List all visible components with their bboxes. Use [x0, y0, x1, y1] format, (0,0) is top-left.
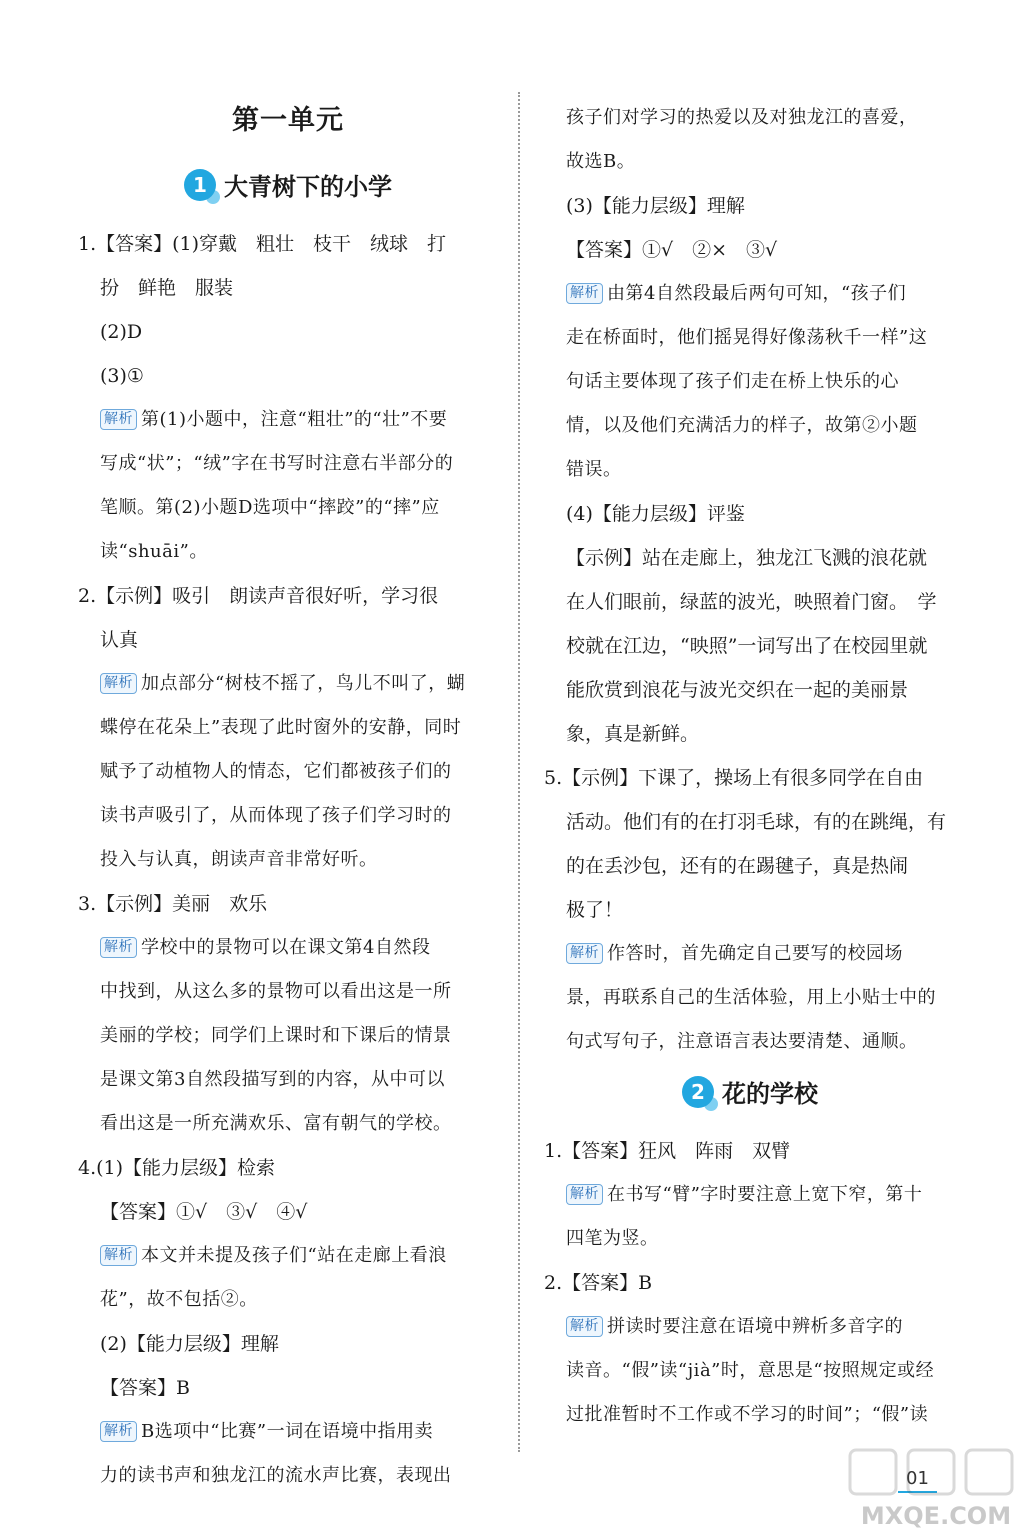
text-line: 故选B。: [566, 151, 636, 172]
text-line: 5.【示例】下课了，操场上有很多同学在自由: [544, 767, 924, 789]
analysis-line: 解析 B选项中“比赛”一词在语境中指用卖: [78, 1410, 498, 1454]
analysis-tag: 解析: [566, 283, 603, 304]
analysis-tag: 解析: [100, 1245, 137, 1266]
right-column: [544, 96, 956, 1437]
text-line: 看出这是一所充满欢乐、富有朝气的学校。: [100, 1113, 452, 1134]
text-line: 1.【答案】狂风 阵雨 双臂: [544, 1140, 791, 1162]
lesson-heading-2: [544, 1074, 956, 1109]
text-line: 错误。: [566, 459, 622, 480]
analysis-line: 解析 第(1)小题中，注意“粗壮”的“壮”不要: [78, 398, 498, 442]
analysis-line: 解析 本文并未提及孩子们“站在走廊上看浪: [78, 1234, 498, 1278]
text-line: 四笔为竖。: [566, 1228, 659, 1249]
text-line: 2.【示例】吸引 朗读声音很好听，学习很: [78, 585, 439, 607]
text-line: 认真: [100, 629, 139, 651]
lesson-number-badge: 1: [184, 169, 216, 201]
text-line: 【示例】站在走廊上，独龙江飞溅的浪花就: [566, 547, 928, 569]
analysis-tag: 解析: [566, 1316, 603, 1337]
text-line: 投入与认真，朗读声音非常好听。: [100, 849, 378, 870]
text-line: 蝶停在花朵上”表现了此时窗外的安静，同时: [100, 717, 462, 738]
analysis-line: 解析 作答时，首先确定自己要写的校园场: [544, 932, 956, 976]
text-line: 3.【示例】美丽 欢乐: [78, 893, 268, 915]
analysis-line: 解析 在书写“臂”字时要注意上宽下窄，第十: [544, 1173, 956, 1217]
text-line: 力的读书声和独龙江的流水声比赛，表现出: [100, 1465, 452, 1486]
analysis-line: 解析 学校中的景物可以在课文第4自然段: [78, 926, 498, 970]
text-line: 读书声吸引了，从而体现了孩子们学习时的: [100, 805, 452, 826]
text-line: 1.【答案】(1)穿戴 粗壮 枝干 绒球 打: [78, 233, 447, 255]
text-line: 【答案】①√ ②× ③√: [566, 239, 778, 261]
text-line: 花”，故不包括②。: [100, 1289, 258, 1310]
text-line: (4)【能力层级】评鉴: [566, 503, 745, 525]
text-line: 美丽的学校；同学们上课时和下课后的情景: [100, 1025, 452, 1046]
text-line: 4.(1)【能力层级】检索: [78, 1157, 276, 1179]
text-line: (3)①: [100, 365, 144, 387]
column-divider: [518, 92, 520, 1452]
text-line: 读“shuāi”。: [100, 541, 208, 562]
unit-title: 第一单元: [232, 105, 344, 136]
text-line: 在人们眼前，绿蓝的波光，映照着门窗。 学: [566, 591, 937, 613]
lesson-number-badge: 2: [682, 1076, 714, 1108]
text-line: 2.【答案】B: [544, 1272, 653, 1294]
text-line: 孩子们对学习的热爱以及对独龙江的喜爱，: [566, 107, 918, 128]
watermark-text: MXQE.COM: [860, 1502, 1012, 1530]
analysis-tag: 解析: [100, 1421, 137, 1442]
text-line: 校就在江边，“映照”一词写出了在校园里就: [566, 635, 928, 657]
text-line: 写成“状”；“绒”字在书写时注意右半部分的: [100, 453, 454, 474]
text-line: 景，再联系自己的生活体验，用上小贴士中的: [566, 987, 936, 1008]
text-line: 赋予了动植物人的情态，它们都被孩子们的: [100, 761, 452, 782]
text-line: 极了！: [566, 899, 624, 921]
text-line: 【答案】B: [100, 1377, 190, 1399]
analysis-tag: 解析: [100, 409, 137, 430]
analysis-tag: 解析: [566, 1184, 603, 1205]
text-line: 中找到，从这么多的景物可以看出这是一所: [100, 981, 452, 1002]
text-line: 【答案】①√ ③√ ④√: [100, 1201, 308, 1223]
text-line: (2)【能力层级】理解: [100, 1333, 279, 1355]
text-line: 能欣赏到浪花与波光交织在一起的美丽景: [566, 679, 909, 701]
watermark-logo: [840, 1444, 1030, 1534]
analysis-line: 解析 加点部分“树枝不摇了，鸟儿不叫了，蝴: [78, 662, 498, 706]
text-line: 扮 鲜艳 服装: [100, 277, 234, 299]
text-line: 的在丢沙包，还有的在踢毽子，真是热闹: [566, 855, 909, 877]
text-line: 活动。他们有的在打羽毛球，有的在跳绳，有: [566, 811, 947, 833]
lesson-title: 花的学校: [722, 1080, 818, 1108]
text-line: (3)【能力层级】理解: [566, 195, 745, 217]
text-line: (2)D: [100, 321, 143, 343]
analysis-tag: 解析: [566, 943, 603, 964]
text-line: 句式写句子，注意语言表达要清楚、通顺。: [566, 1031, 918, 1052]
analysis-line: 解析 拼读时要注意在语境中辨析多音字的: [544, 1305, 956, 1349]
left-column: [78, 92, 498, 1498]
text-line: 走在桥面时，他们摇晃得好像荡秋千一样”这: [566, 327, 928, 348]
text-line: 句话主要体现了孩子们走在桥上快乐的心: [566, 371, 899, 392]
analysis-tag: 解析: [100, 673, 137, 694]
analysis-tag: 解析: [100, 937, 137, 958]
text-line: 读音。“假”读“jià”时，意思是“按照规定或经: [566, 1360, 935, 1381]
text-line: 是课文第3自然段描写到的内容，从中可以: [100, 1069, 445, 1090]
text-line: 过批准暂时不工作或不学习的时间”；“假”读: [566, 1404, 929, 1425]
lesson-title: 大青树下的小学: [224, 173, 392, 201]
page-number: 01: [898, 1468, 937, 1493]
text-line: 情，以及他们充满活力的样子，故第②小题: [566, 415, 918, 436]
text-line: 笔顺。第(2)小题D选项中“摔跤”的“摔”应: [100, 497, 440, 518]
lesson-heading-1: [78, 167, 498, 202]
analysis-line: 解析 由第4自然段最后两句可知，“孩子们: [544, 272, 956, 316]
text-line: 象，真是新鲜。: [566, 723, 700, 745]
